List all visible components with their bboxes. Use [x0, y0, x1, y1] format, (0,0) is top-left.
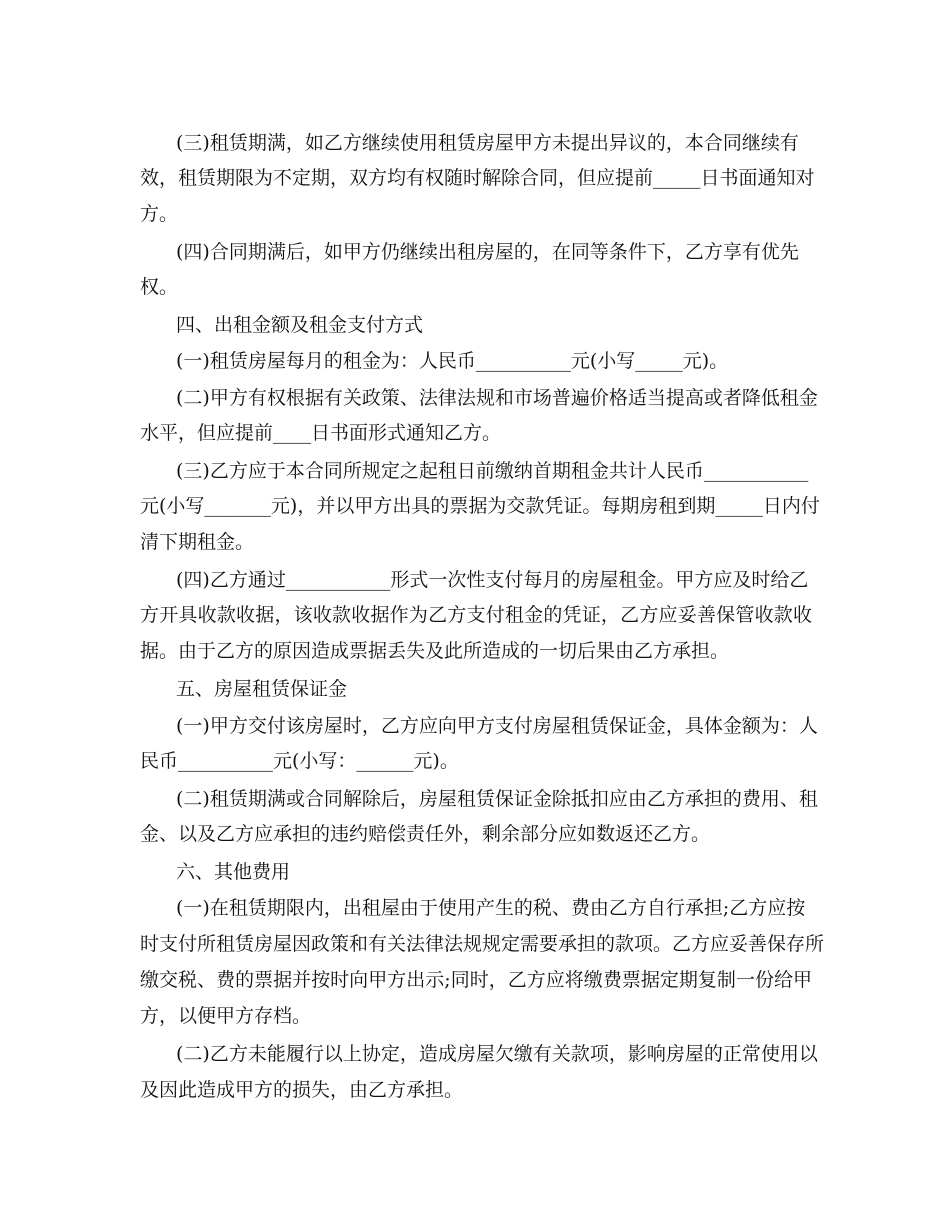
paragraph-line: (一)甲方交付该房屋时，乙方应向甲方支付房屋租赁保证金，具体金额为：人 — [176, 715, 818, 737]
paragraph-line: 民币__________元(小写：______元)。 — [140, 750, 459, 772]
paragraph-line: 方，以便甲方存档。 — [140, 1005, 312, 1027]
section-heading: 四、出租金额及租金支付方式 — [176, 314, 424, 336]
paragraph-line: (四)乙方通过___________形式一次性支付每月的房屋租金。甲方应及时给乙 — [176, 569, 809, 591]
paragraph-line: 元(小写_______元)，并以甲方出具的票据为交款凭证。每期房租到期_____日内付 — [140, 495, 820, 517]
paragraph-line: 清下期租金。 — [140, 531, 255, 553]
paragraph-line: (二)乙方未能履行以上协定，造成房屋欠缴有关款项，影响房屋的正常使用以 — [176, 1043, 818, 1065]
paragraph-line: 效，租赁期限为不定期，双方均有权随时解除合同，但应提前_____日书面通知对 — [140, 167, 815, 189]
paragraph-line: 缴交税、费的票据并按时向甲方出示;同时，乙方应将缴费票据定期复制一份给甲 — [140, 969, 812, 991]
paragraph-line: 及因此造成甲方的损失，由乙方承担。 — [140, 1079, 464, 1101]
section-heading: 六、其他费用 — [176, 861, 291, 883]
paragraph-line: (一)租赁房屋每月的租金为：人民币__________元(小写_____元)。 — [176, 350, 729, 372]
paragraph-line: (三)租赁期满，如乙方继续使用租赁房屋甲方未提出异议的，本合同继续有 — [176, 132, 799, 154]
paragraph-line: (二)租赁期满或合同解除后，房屋租赁保证金除抵扣应由乙方承担的费用、租 — [176, 788, 818, 810]
paragraph-line: (三)乙方应于本合同所规定之起租日前缴纳首期租金共计人民币___________ — [176, 460, 809, 482]
paragraph-line: 据。由于乙方的原因造成票据丢失及此所造成的一切后果由乙方承担。 — [140, 640, 730, 662]
paragraph-line: 权。 — [140, 276, 179, 298]
section-heading: 五、房屋租赁保证金 — [176, 678, 348, 700]
paragraph-line: 时支付所租赁房屋因政策和有关法律法规规定需要承担的款项。乙方应妥善保存所 — [140, 933, 825, 955]
paragraph-line: 金、以及乙方应承担的违约赔偿责任外，剩余部分应如数返还乙方。 — [140, 823, 711, 845]
paragraph-line: (一)在租赁期限内，出租屋由于使用产生的税、费由乙方自行承担;乙方应按 — [176, 897, 806, 919]
paragraph-line: (四)合同期满后，如甲方仍继续出租房屋的，在同等条件下，乙方享有优先 — [176, 241, 799, 263]
paragraph-line: 方开具收款收据，该收款收据作为乙方支付租金的凭证，乙方应妥善保管收款收 — [140, 604, 812, 626]
paragraph-line: 方。 — [140, 203, 179, 225]
paragraph-line: 水平，但应提前____日书面形式通知乙方。 — [140, 422, 502, 444]
paragraph-line: (二)甲方有权根据有关政策、法律法规和市场普遍价格适当提高或者降低租金 — [176, 387, 818, 409]
